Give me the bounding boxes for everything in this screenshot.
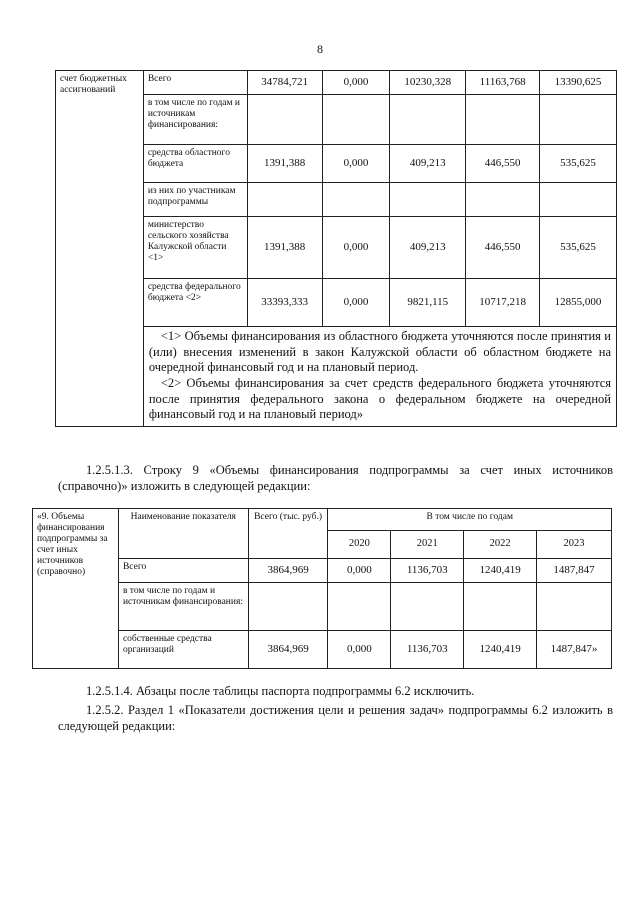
table-cell bbox=[247, 183, 322, 217]
table-cell: 0,000 bbox=[322, 217, 390, 279]
table-cell: 13390,625 bbox=[540, 71, 617, 95]
row-label: собственные средства организаций bbox=[118, 631, 248, 669]
table-cell: 409,213 bbox=[390, 145, 466, 183]
footnote-1: <1> Объемы финансирования из областного бюджета уточняются после принятия и (или) внесения изменений в закон Калужской области об областном бюджете на очередной финансовый год и на плановый период. bbox=[148, 329, 611, 375]
paragraph-3-text: 1.2.5.2. Раздел 1 «Показатели достижения цели и решения задач» подпрограммы 6.2 изложить в следующей редакции: bbox=[58, 703, 613, 734]
row-label: министерство сельского хозяйства Калужской области <1> bbox=[143, 217, 247, 279]
header-name: Наименование показателя bbox=[118, 509, 248, 559]
table-cell: 12855,000 bbox=[540, 279, 617, 327]
table-cell: 1136,703 bbox=[391, 559, 464, 583]
table-cell: 34784,721 bbox=[247, 71, 322, 95]
row-label: Всего bbox=[118, 559, 248, 583]
table-cell: 0,000 bbox=[328, 631, 391, 669]
table-cell bbox=[540, 183, 617, 217]
table-row bbox=[33, 509, 612, 531]
table-cell: 1487,847» bbox=[537, 631, 612, 669]
table-row bbox=[33, 631, 612, 669]
row-label: из них по участникам подпрограммы bbox=[143, 183, 247, 217]
table-cell: 535,625 bbox=[540, 217, 617, 279]
row-label: средства федерального бюджета <2> bbox=[143, 279, 247, 327]
table-row bbox=[33, 559, 612, 583]
table-cell: 1240,419 bbox=[464, 631, 537, 669]
table-cell: 10717,218 bbox=[466, 279, 540, 327]
table-cell bbox=[391, 583, 464, 631]
footnote-2: <2> Объемы финансирования за счет средств федерального бюджета уточняются после принятия федерального закона о федеральном бюджете на очередной финансовый год и на плановый период» bbox=[148, 375, 611, 422]
paragraph-1 bbox=[58, 462, 613, 495]
table-cell: 446,550 bbox=[466, 217, 540, 279]
table-cell: 1391,388 bbox=[247, 145, 322, 183]
row-label: в том числе по годам и источникам финансирования: bbox=[143, 95, 247, 145]
header-year: 2021 bbox=[391, 531, 464, 559]
table-cell: 1487,847 bbox=[537, 559, 612, 583]
header-year: 2023 bbox=[537, 531, 612, 559]
table-cell: 0,000 bbox=[322, 71, 390, 95]
header-year: 2022 bbox=[464, 531, 537, 559]
table-cell: 1240,419 bbox=[464, 559, 537, 583]
table-cell bbox=[322, 183, 390, 217]
table-cell bbox=[466, 95, 540, 145]
table-cell: 0,000 bbox=[322, 279, 390, 327]
table-cell: 0,000 bbox=[328, 559, 391, 583]
paragraph-2 bbox=[58, 683, 613, 699]
table-cell bbox=[464, 583, 537, 631]
header-year: 2020 bbox=[328, 531, 391, 559]
table-cell: 9821,115 bbox=[390, 279, 466, 327]
row-label: в том числе по годам и источникам финансирования: bbox=[118, 583, 248, 631]
table-cell: 0,000 bbox=[322, 145, 390, 183]
table-cell: 1136,703 bbox=[391, 631, 464, 669]
table-cell: 33393,333 bbox=[247, 279, 322, 327]
table-notes bbox=[143, 327, 616, 427]
paragraph-3 bbox=[58, 702, 613, 735]
table-cell bbox=[328, 583, 391, 631]
table-cell: 446,550 bbox=[466, 145, 540, 183]
table-cell: 535,625 bbox=[540, 145, 617, 183]
table-cell bbox=[540, 95, 617, 145]
table-cell: 3864,969 bbox=[248, 631, 328, 669]
table-cell bbox=[247, 95, 322, 145]
table-cell bbox=[248, 583, 328, 631]
table-cell: 409,213 bbox=[390, 217, 466, 279]
row-label: средства областного бюджета bbox=[143, 145, 247, 183]
row-header-cell: «9. Объемы финансирования подпрограммы за счет иных источников (справочно) bbox=[33, 509, 119, 669]
paragraph-1-text: 1.2.5.1.3. Строку 9 «Объемы финансирования подпрограммы за счет иных источников (справочно)» изложить в следующей редакции: bbox=[58, 463, 613, 494]
paragraph-2-text: 1.2.5.1.4. Абзацы после таблицы паспорта подпрограммы 6.2 исключить. bbox=[86, 684, 475, 698]
table-cell bbox=[466, 183, 540, 217]
header-years-group: В том числе по годам bbox=[328, 509, 612, 531]
funding-table-other-sources bbox=[32, 508, 612, 669]
table-cell bbox=[390, 95, 466, 145]
row-label: Всего bbox=[143, 71, 247, 95]
row-header-cell: счет бюджетных ассигнований bbox=[56, 71, 144, 427]
header-total: Всего (тыс. руб.) bbox=[248, 509, 328, 559]
table-row bbox=[33, 583, 612, 631]
table-cell bbox=[537, 583, 612, 631]
table-cell: 11163,768 bbox=[466, 71, 540, 95]
table-cell bbox=[322, 95, 390, 145]
table-cell: 3864,969 bbox=[248, 559, 328, 583]
table-cell bbox=[390, 183, 466, 217]
funding-table-budget bbox=[55, 70, 617, 427]
table-cell: 10230,328 bbox=[390, 71, 466, 95]
table-row bbox=[56, 71, 617, 95]
page-number: 8 bbox=[317, 42, 323, 56]
table-cell: 1391,388 bbox=[247, 217, 322, 279]
